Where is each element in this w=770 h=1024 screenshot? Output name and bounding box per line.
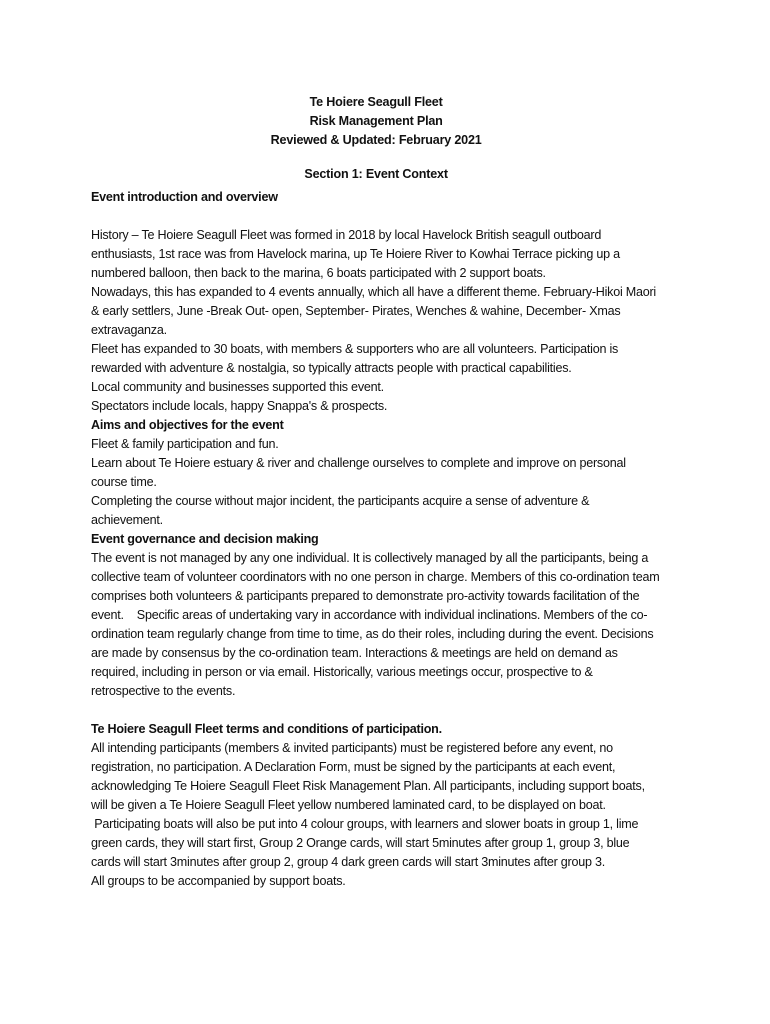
intro-spectators-paragraph: Spectators include locals, happy Snappa's & prospects. <box>91 398 388 413</box>
aims-paragraph-3: Completing the course without major incident, the participants acquire a sense of adventure & achievement. <box>91 493 590 527</box>
terms-paragraph-1: All intending participants (members & invited participants) must be registered before any event, no registration, no participation. A Declaration Form, must be signed by the participants at each event, acknowledging Te Hoiere Seagull Fleet Risk Management Plan. All participants, including support boats, will be given a Te Hoiere Seagull Fleet yellow numbered laminated card, to be displayed on boat. <box>91 740 645 812</box>
document-title: Te Hoiere Seagull Fleet <box>309 94 443 109</box>
terms-paragraph-2: Participating boats will also be put into 4 colour groups, with learners and slower boats in group 1, lime green cards, they will start first, Group 2 Orange cards, will start 5minutes after group 1, group 3, blue cards will start 3minutes after group 2, group 4 dark green cards will start 3minutes after group 3. <box>91 816 642 869</box>
intro-community-paragraph: Local community and businesses supported this event. <box>91 379 384 394</box>
aims-heading: Aims and objectives for the event <box>91 417 284 432</box>
intro-history-paragraph: History – Te Hoiere Seagull Fleet was formed in 2018 by local Havelock British seagull outboard enthusiasts, 1st race was from Havelock marina, up Te Hoiere River to Kowhai Terrace picking up a numbered balloon, then back to the marina, 6 boats participated with 2 support boats. <box>91 227 620 280</box>
intro-heading: Event introduction and overview <box>91 189 278 204</box>
terms-paragraph-3: All groups to be accompanied by support boats. <box>91 873 346 888</box>
document-body <box>91 92 661 890</box>
governance-heading: Event governance and decision making <box>91 531 319 546</box>
intro-fleet-paragraph: Fleet has expanded to 30 boats, with members & supporters who are all volunteers. Participation is rewarded with adventure & nostalgia, so typically attracts people with practical capabilities. <box>91 341 619 375</box>
section-title: Section 1: Event Context <box>304 166 448 181</box>
intro-events-paragraph: Nowadays, this has expanded to 4 events annually, which all have a different theme. February-Hikoi Maori & early settlers, June -Break Out- open, September- Pirates, Wenches & wahine, December- Xmas extravaganza. <box>91 284 656 337</box>
governance-paragraph: The event is not managed by any one individual. It is collectively managed by all the participants, being a collective team of volunteer coordinators with no one person in charge. Members of this co-ordination team comprises both volunteers & participants prepared to demonstrate pro-activity towards facilitation of the event. Specific areas of undertaking vary in accordance with individual inclinations. Members of the co-ordination team regularly change from time to time, as do their roles, including during the event. Decisions are made by consensus by the co-ordination team. Interactions & meetings are held on demand as required, including in person or via email. Historically, various meetings occur, prospective to & retrospective to the events. <box>91 550 663 698</box>
review-date: Reviewed & Updated: February 2021 <box>270 132 482 147</box>
aims-paragraph-2: Learn about Te Hoiere estuary & river and challenge ourselves to complete and improve on personal course time. <box>91 455 626 489</box>
terms-heading: Te Hoiere Seagull Fleet terms and conditions of participation. <box>91 721 442 736</box>
document-subtitle: Risk Management Plan <box>309 113 443 128</box>
aims-paragraph-1: Fleet & family participation and fun. <box>91 436 279 451</box>
